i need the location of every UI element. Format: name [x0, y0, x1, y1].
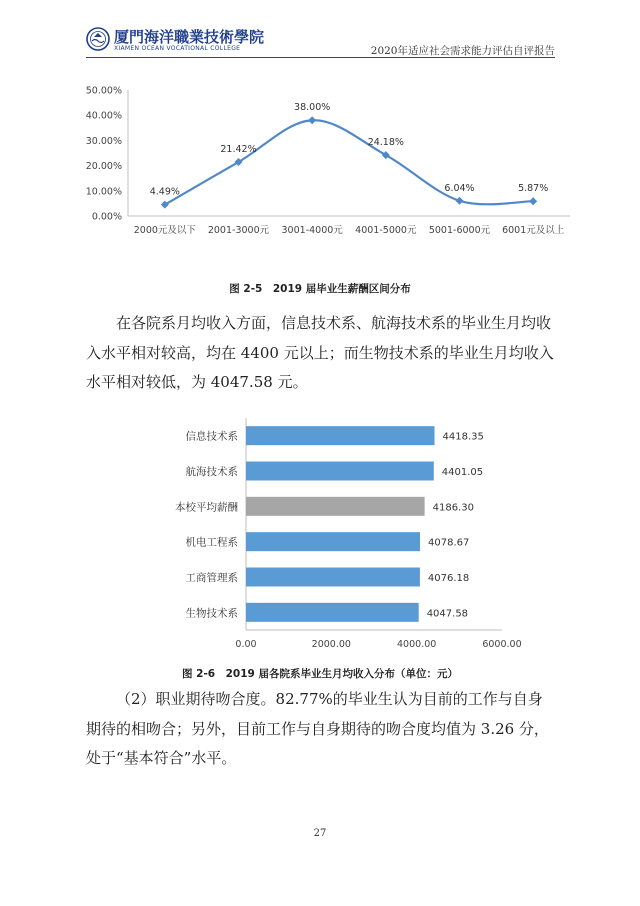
- bar: [246, 603, 419, 622]
- category-label: 工商管理系: [185, 572, 238, 584]
- bar: [246, 497, 425, 516]
- bar: [246, 532, 420, 551]
- data-label: 4418.35: [442, 431, 484, 443]
- x-tick-label: 2000元及以下: [133, 225, 196, 236]
- x-tick-label: 4000.00: [397, 639, 437, 650]
- data-label: 6.04%: [444, 182, 475, 194]
- x-tick-label: 2001-3000元: [207, 225, 270, 236]
- paragraph-text: （2）职业期待吻合度。82.77%的毕业生认为目前的工作与自身期待的相吻合；另外，目前工作与自身期待的吻合度均值为 3.26 分，处于“基本符合”水平。: [86, 690, 549, 767]
- data-label: 4076.18: [427, 573, 470, 584]
- data-label: 38.00%: [294, 102, 331, 114]
- x-tick-label: 0.00: [235, 639, 257, 650]
- department-income-bar-chart: [150, 418, 530, 654]
- report-title: 2020年适应社会需求能力评估自评报告: [370, 45, 555, 57]
- data-label: 21.42%: [220, 144, 257, 156]
- header-divider: [86, 57, 555, 58]
- figure-2-5-caption: 图 2-5 2019 届毕业生薪酬区间分布: [229, 283, 411, 295]
- paragraph-text: 在各院系月均收入方面，信息技术系、航海技术系的毕业生月均收入水平相对较高，均在 4400 元以上；而生物技术系的毕业生月均收入水平相对较低，为 4047.58 元。: [86, 314, 554, 391]
- x-tick-label: 2000.00: [311, 639, 351, 650]
- series-line: [165, 120, 533, 204]
- y-tick-label: 20.00%: [85, 161, 122, 173]
- bar: [246, 426, 435, 445]
- y-tick-label: 50.00%: [85, 85, 122, 97]
- page-number: 27: [313, 828, 327, 839]
- college-logo-icon: [86, 27, 110, 51]
- data-label: 4078.67: [428, 537, 470, 549]
- x-tick-label: 3001-4000元: [281, 225, 343, 236]
- data-label: 4.49%: [149, 186, 180, 198]
- data-label: 4401.05: [441, 467, 484, 478]
- data-label: 4186.30: [432, 502, 474, 514]
- data-label: 4047.58: [426, 608, 469, 620]
- college-name-cn: 厦門海洋職業技術學院: [114, 28, 265, 46]
- x-tick-label: 6000.00: [482, 639, 522, 650]
- category-label: 信息技术系: [185, 430, 238, 443]
- y-tick-label: 30.00%: [85, 135, 122, 147]
- bar: [246, 568, 420, 587]
- college-name-en: XIAMEN OCEAN VOCATIONAL COLLEGE: [114, 45, 241, 52]
- y-tick-label: 10.00%: [85, 186, 122, 198]
- data-point: [456, 197, 464, 205]
- y-tick-label: 0.00%: [91, 211, 122, 223]
- paragraph-job-expectation: [86, 685, 555, 774]
- x-tick-label: 4001-5000元: [355, 225, 417, 236]
- data-point: [529, 197, 537, 205]
- y-tick-label: 40.00%: [85, 110, 122, 122]
- bar: [246, 462, 434, 481]
- page-header: [0, 0, 640, 62]
- data-point: [308, 116, 316, 124]
- figure-2-6-caption: 图 2-6 2019 届各院系毕业生月均收入分布（单位：元）: [181, 668, 458, 680]
- x-tick-label: 6001元及以上: [502, 225, 565, 236]
- category-label: 机电工程系: [185, 536, 238, 549]
- paragraph-department-income: [86, 309, 555, 398]
- data-label: 5.87%: [518, 183, 549, 195]
- category-label: 生物技术系: [185, 607, 238, 620]
- data-label: 24.18%: [367, 137, 404, 149]
- category-label: 本校平均薪酬: [175, 501, 238, 514]
- salary-range-line-chart: [80, 80, 580, 245]
- x-tick-label: 5001-6000元: [428, 225, 491, 236]
- category-label: 航海技术系: [185, 466, 238, 478]
